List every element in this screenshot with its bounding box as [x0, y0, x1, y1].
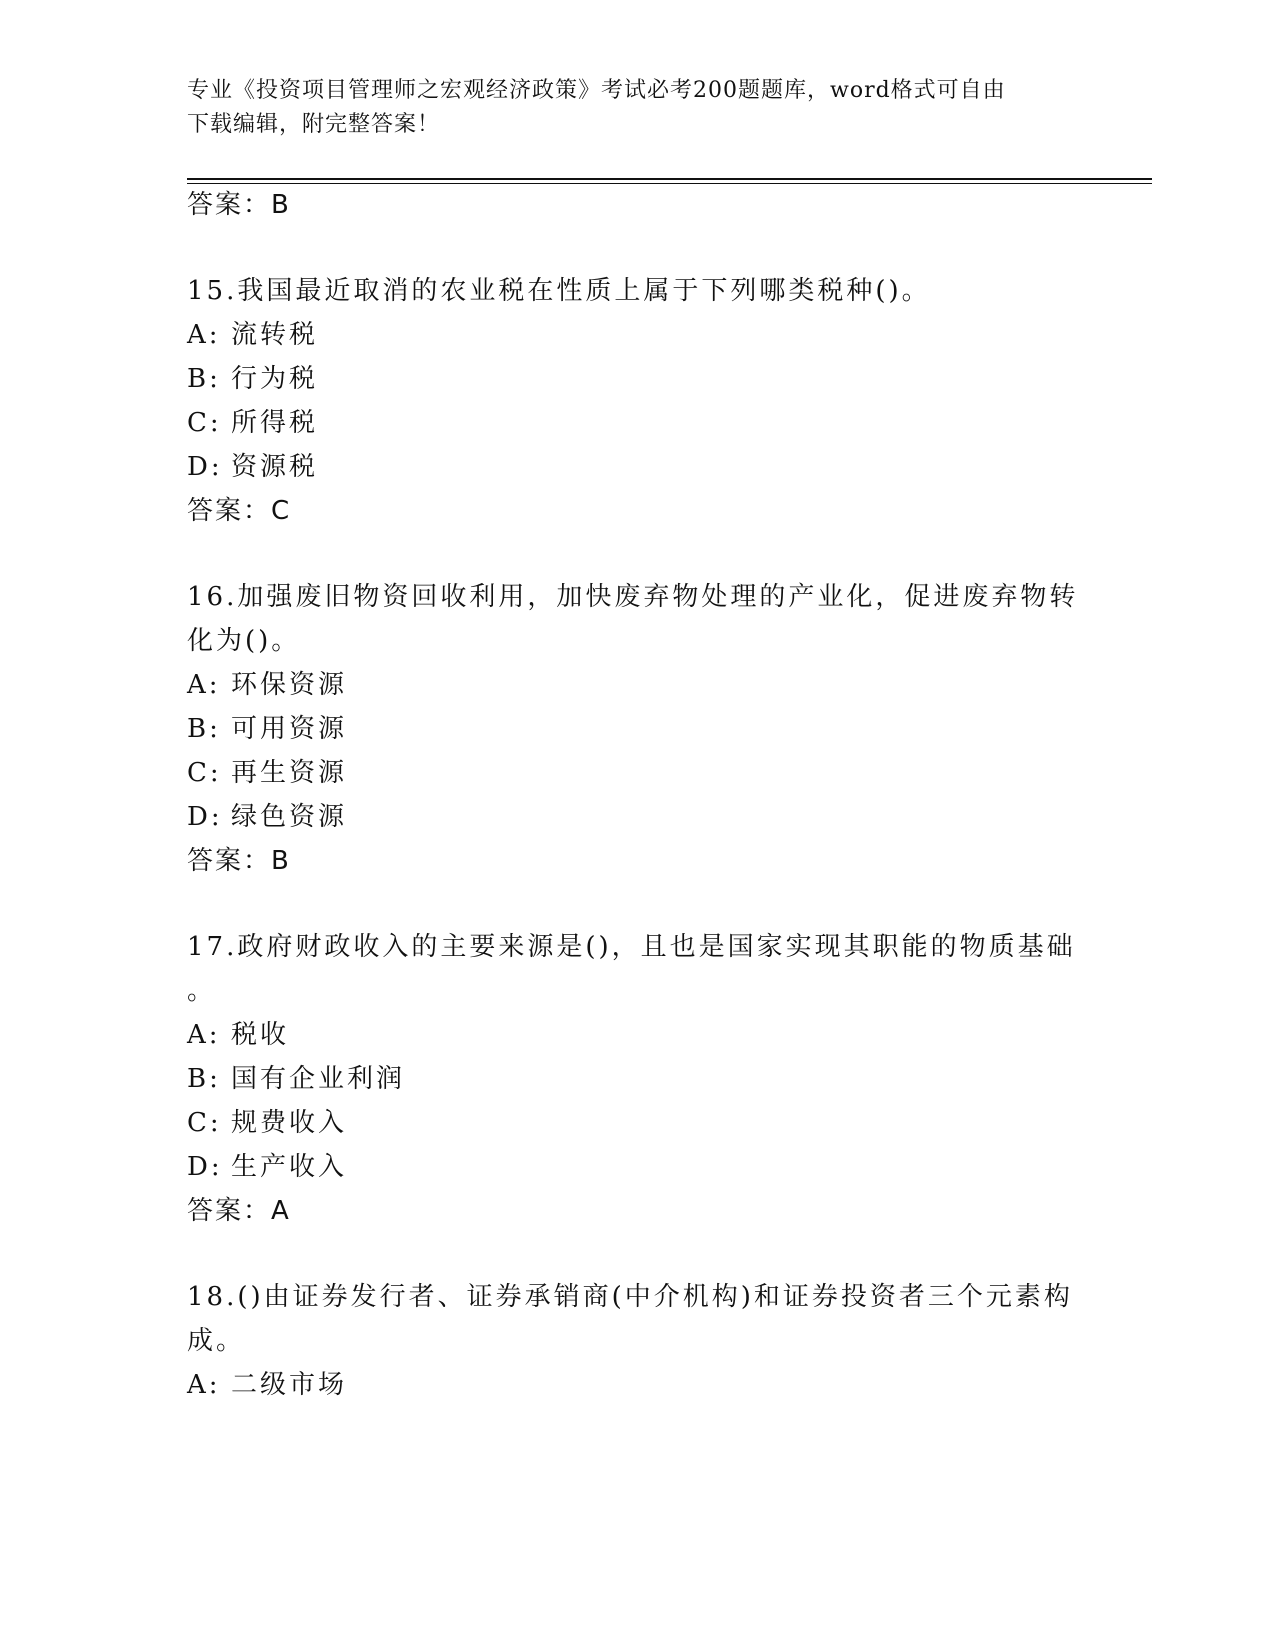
question-17-option-b: [187, 1056, 405, 1102]
question-15-option-b: [187, 356, 318, 402]
option-text: 二级市场: [231, 1370, 348, 1400]
header-line-1: 专业《投资项目管理师之宏观经济政策》考试必考200题题库，word格式可自由: [187, 78, 1006, 103]
option-key: D:: [187, 452, 223, 482]
option-key: A:: [187, 320, 221, 350]
option-text: 再生资源: [231, 758, 348, 788]
option-text: 规费收入: [231, 1108, 348, 1138]
question-18-text-line-2: 成。: [187, 1326, 246, 1356]
question-16-option-b: [187, 706, 347, 752]
question-16-text-line-1: 16.加强废旧物资回收利用，加快废弃物处理的产业化，促进废弃物转: [187, 582, 1079, 612]
option-text: 行为税: [231, 364, 319, 394]
option-key: C:: [187, 408, 222, 438]
option-text: 流转税: [231, 320, 319, 350]
header-rule-thin: [187, 183, 1152, 184]
header-rule-thick: [187, 178, 1152, 180]
question-18-option-a: [187, 1362, 347, 1408]
question-15-option-a: [187, 312, 318, 358]
previous-answer: 答案：B: [187, 190, 291, 220]
option-key: A:: [187, 1370, 221, 1400]
question-17-text-line-2: 。: [187, 976, 217, 1006]
option-key: D:: [187, 802, 223, 832]
option-key: C:: [187, 758, 222, 788]
question-15-option-d: [187, 444, 318, 490]
option-key: B:: [187, 364, 221, 394]
option-text: 绿色资源: [231, 802, 348, 832]
option-key: A:: [187, 670, 221, 700]
option-key: A:: [187, 1020, 221, 1050]
question-16-answer: 答案：B: [187, 846, 291, 876]
question-15-answer: 答案：C: [187, 496, 292, 526]
question-17-text-line-1: 17.政府财政收入的主要来源是()，且也是国家实现其职能的物质基础: [187, 932, 1076, 962]
question-16-option-d: [187, 794, 347, 840]
option-key: D:: [187, 1152, 223, 1182]
document-header: [187, 74, 1067, 142]
option-text: 环保资源: [231, 670, 348, 700]
option-text: 所得税: [231, 408, 319, 438]
option-key: B:: [187, 1064, 221, 1094]
option-text: 资源税: [231, 452, 319, 482]
question-16-text-line-2: 化为()。: [187, 626, 301, 656]
question-17-option-c: [187, 1100, 347, 1146]
option-key: B:: [187, 714, 221, 744]
question-15-text: 15.我国最近取消的农业税在性质上属于下列哪类税种()。: [187, 276, 931, 306]
question-16-option-c: [187, 750, 347, 796]
option-text: 国有企业利润: [231, 1064, 406, 1094]
option-text: 税收: [231, 1020, 290, 1050]
question-17-option-a: [187, 1012, 289, 1058]
question-15-option-c: [187, 400, 318, 446]
question-17-answer: 答案：A: [187, 1196, 291, 1226]
question-16-option-a: [187, 662, 347, 708]
header-line-2: 下载编辑，附完整答案！: [187, 112, 441, 137]
option-key: C:: [187, 1108, 222, 1138]
question-18-text-line-1: 18.()由证券发行者、证券承销商(中介机构)和证券投资者三个元素构: [187, 1282, 1073, 1312]
question-17-option-d: [187, 1144, 347, 1190]
option-text: 生产收入: [231, 1152, 348, 1182]
option-text: 可用资源: [231, 714, 348, 744]
